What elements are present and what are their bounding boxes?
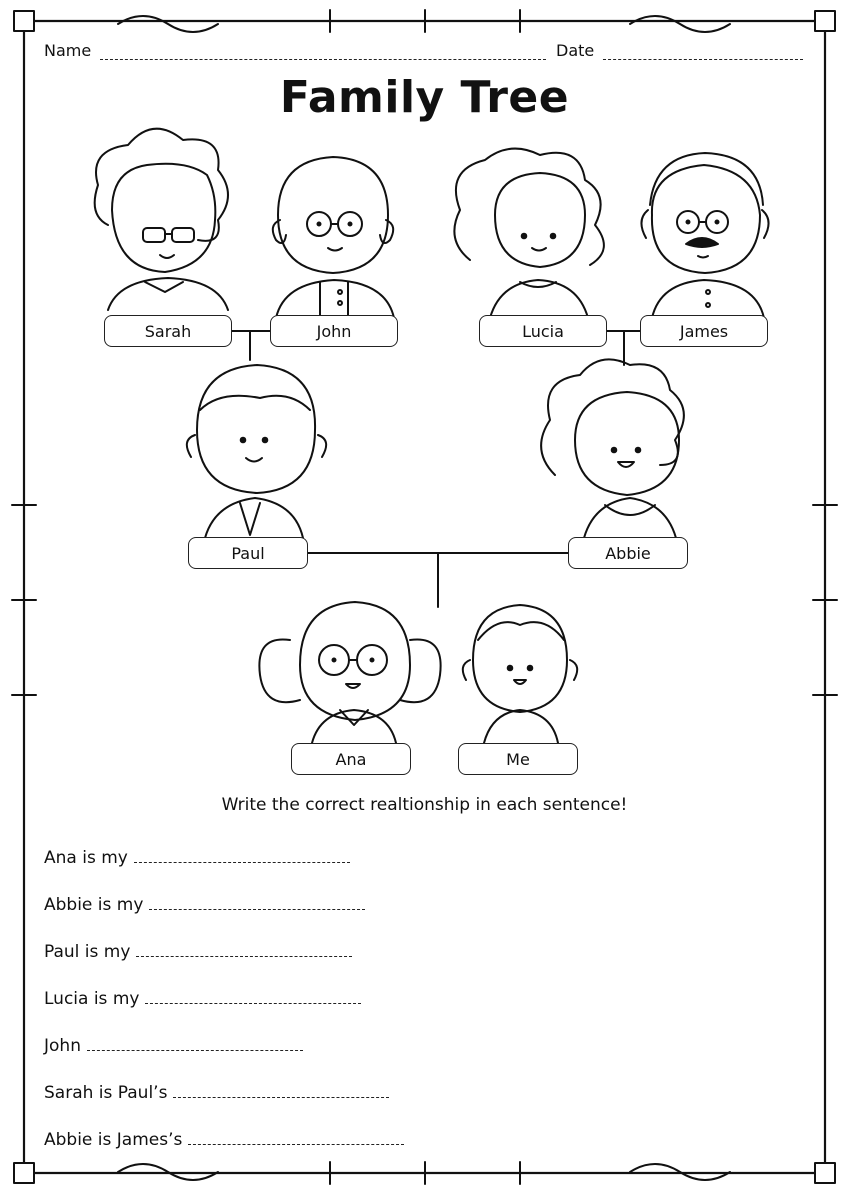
answer-blank[interactable]: [149, 895, 365, 910]
corner-square-br: [815, 1163, 835, 1183]
question-text: Sarah is Paul’s: [44, 1083, 168, 1103]
question-4: [44, 989, 361, 1009]
name-plate-me: Me: [458, 743, 578, 775]
corner-square-tl: [14, 11, 34, 31]
answer-blank[interactable]: [136, 942, 352, 957]
instruction-text: Write the correct realtionship in each sentence!: [221, 795, 628, 815]
paul-portrait: [187, 365, 326, 538]
answer-blank[interactable]: [188, 1130, 404, 1145]
date-blank[interactable]: [603, 45, 803, 60]
name-plate-john: John: [270, 315, 398, 347]
name-label: Name: [44, 41, 92, 60]
question-5: [44, 1036, 303, 1056]
answer-blank[interactable]: [173, 1083, 389, 1098]
date-field: [556, 41, 803, 60]
abbie-portrait: [541, 359, 684, 538]
name-field: [44, 41, 546, 60]
question-6: [44, 1083, 389, 1103]
answer-blank[interactable]: [87, 1036, 303, 1051]
james-portrait: [641, 153, 768, 318]
question-text: Ana is my: [44, 848, 128, 868]
date-label: Date: [556, 41, 595, 60]
name-blank[interactable]: [100, 45, 546, 60]
question-text: Abbie is my: [44, 895, 144, 915]
name-plate-abbie: Abbie: [568, 537, 688, 569]
answer-blank[interactable]: [134, 848, 350, 863]
name-plate-james: James: [640, 315, 768, 347]
question-3: [44, 942, 352, 962]
page-title: Family Tree: [279, 72, 570, 123]
sarah-portrait: [95, 129, 228, 310]
question-text: Lucia is my: [44, 989, 140, 1009]
answer-blank[interactable]: [145, 989, 361, 1004]
corner-square-tr: [815, 11, 835, 31]
name-plate-paul: Paul: [188, 537, 308, 569]
name-plate-sarah: Sarah: [104, 315, 232, 347]
question-7: [44, 1130, 404, 1150]
ana-portrait: [259, 602, 440, 743]
john-portrait: [273, 157, 394, 318]
corner-square-bl: [14, 1163, 34, 1183]
name-plate-lucia: Lucia: [479, 315, 607, 347]
question-1: [44, 848, 350, 868]
question-text: Paul is my: [44, 942, 131, 962]
lucia-portrait: [454, 149, 604, 318]
name-plate-ana: Ana: [291, 743, 411, 775]
question-2: [44, 895, 365, 915]
me-portrait: [463, 605, 577, 743]
question-text: Abbie is James’s: [44, 1130, 183, 1150]
question-text: John: [44, 1036, 81, 1056]
